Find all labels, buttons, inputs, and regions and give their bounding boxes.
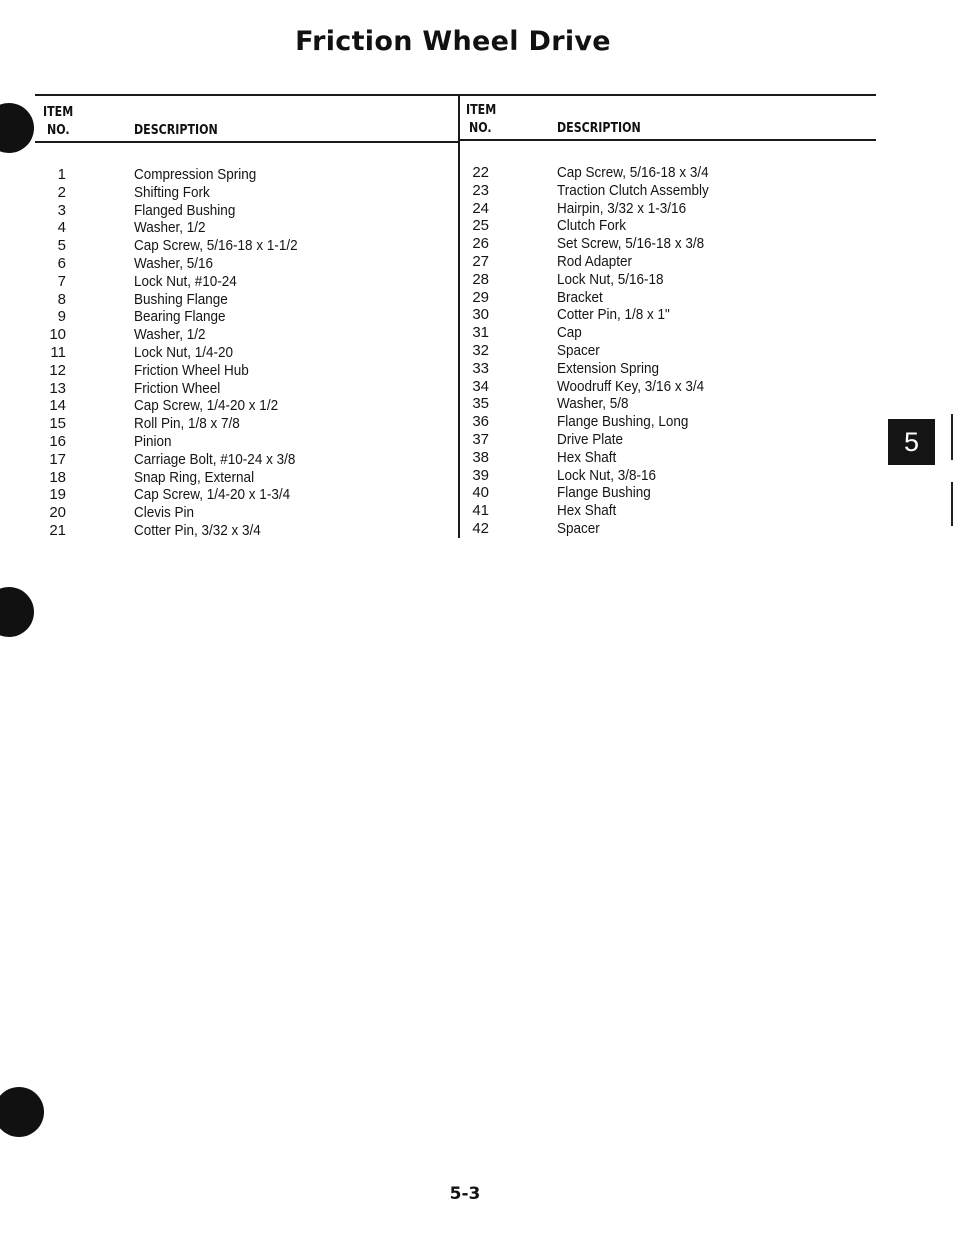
item-description: Extension Spring [557,359,660,377]
left-item-numbers [44,166,66,540]
item-number: 33 [472,359,489,377]
binder-hole-middle [0,587,34,637]
item-description: Woodruff Key, 3/16 x 3/4 [557,377,705,395]
item-number: 19 [49,486,66,504]
item-number: 5 [57,237,66,255]
item-number: 8 [57,290,66,308]
item-number: 28 [472,270,489,288]
item-description: Snap Ring, External [134,468,255,486]
item-description: Washer, 5/8 [557,395,629,413]
right-item-descriptions [557,164,726,538]
item-description: Lock Nut, 1/4-20 [134,343,234,361]
item-number: 41 [472,502,489,520]
item-description: Cap Screw, 5/16-18 x 1-1/2 [134,237,298,255]
item-description: Cotter Pin, 1/8 x 1" [557,306,670,324]
page-edge-line-lower [951,482,953,526]
item-description: Washer, 5/16 [134,254,214,272]
page-title: Friction Wheel Drive [295,26,611,57]
right-item-header-line1: ITEM [466,103,497,118]
item-number: 27 [472,252,489,270]
left-item-descriptions [134,166,316,540]
item-number: 38 [472,448,489,466]
item-number: 11 [50,343,66,361]
item-description: Lock Nut, #10-24 [134,272,237,290]
item-description: Pinion [134,432,172,450]
item-number: 3 [57,201,66,219]
item-description: Friction Wheel [134,379,221,397]
item-number: 23 [472,181,489,199]
item-number: 1 [57,166,66,183]
item-number: 32 [472,341,489,359]
item-number: 40 [472,484,489,502]
item-number: 21 [49,521,66,539]
item-description: Spacer [557,519,600,537]
item-description: Bearing Flange [134,308,226,326]
item-number: 24 [472,199,489,217]
item-description: Cotter Pin, 3/32 x 3/4 [134,521,261,539]
item-description: Rod Adapter [557,252,633,270]
right-item-header-line2: NO. [469,121,492,136]
item-description: Lock Nut, 3/8-16 [557,466,657,484]
item-description: Hex Shaft [557,448,617,466]
item-number: 39 [472,466,489,484]
right-header-underline [460,139,876,141]
item-description: Cap Screw, 5/16-18 x 3/4 [557,164,709,181]
item-description: Flange Bushing, Long [557,413,689,431]
item-number: 30 [472,306,489,324]
binder-hole-top [0,103,34,153]
left-header-underline [35,141,458,143]
page-edge-line-upper [951,414,953,460]
item-description: Bracket [557,288,603,306]
item-description: Washer, 1/2 [134,219,206,237]
item-description: Roll Pin, 1/8 x 7/8 [134,415,240,433]
item-number: 18 [49,468,66,486]
item-number: 10 [49,326,66,344]
item-number: 6 [57,254,66,272]
item-description: Spacer [557,341,600,359]
item-description: Clevis Pin [134,504,195,522]
item-number: 17 [49,450,66,468]
item-number: 26 [472,235,489,253]
item-description: Set Screw, 5/16-18 x 3/8 [557,235,705,253]
item-number: 7 [57,272,66,290]
item-description: Washer, 1/2 [134,326,206,344]
item-description: Flanged Bushing [134,201,236,219]
item-number: 37 [472,430,489,448]
item-number: 42 [472,519,489,537]
item-description: Hairpin, 3/32 x 1-3/16 [557,199,687,217]
item-description: Hex Shaft [557,502,617,520]
item-description: Bushing Flange [134,290,228,308]
item-description: Cap Screw, 1/4-20 x 1/2 [134,397,279,415]
left-item-header-line2: NO. [47,123,70,138]
item-number: 15 [49,415,66,433]
item-number: 34 [472,377,489,395]
item-description: Cap Screw, 1/4-20 x 1-3/4 [134,486,291,504]
item-description: Traction Clutch Assembly [557,181,709,199]
item-number: 36 [472,413,489,431]
item-number: 25 [472,217,489,235]
item-description: Compression Spring [134,166,257,183]
right-description-header: DESCRIPTION [557,121,641,136]
binder-hole-bottom [0,1087,44,1137]
item-description: Flange Bushing [557,484,651,502]
item-number: 9 [57,308,66,326]
item-number: 31 [472,324,489,342]
item-description: Cap [557,324,582,342]
left-description-header: DESCRIPTION [134,123,218,138]
item-number: 22 [472,164,489,181]
left-item-header-line1: ITEM [43,105,74,120]
item-description: Drive Plate [557,430,624,448]
item-description: Carriage Bolt, #10-24 x 3/8 [134,450,296,468]
item-description: Shifting Fork [134,183,210,201]
item-number: 35 [472,395,489,413]
item-number: 29 [472,288,489,306]
page-number: 5-3 [449,1184,481,1204]
item-number: 12 [49,361,66,379]
item-number: 16 [49,432,66,450]
item-number: 4 [57,219,66,237]
column-divider [458,94,460,538]
item-number: 13 [49,379,66,397]
item-number: 14 [49,397,66,415]
item-number: 2 [57,183,66,201]
right-item-numbers [467,164,489,538]
item-description: Clutch Fork [557,217,627,235]
item-description: Friction Wheel Hub [134,361,249,379]
section-tab: 5 [888,419,935,465]
item-description: Lock Nut, 5/16-18 [557,270,664,288]
table-top-rule [35,94,876,96]
item-number: 20 [49,504,66,522]
